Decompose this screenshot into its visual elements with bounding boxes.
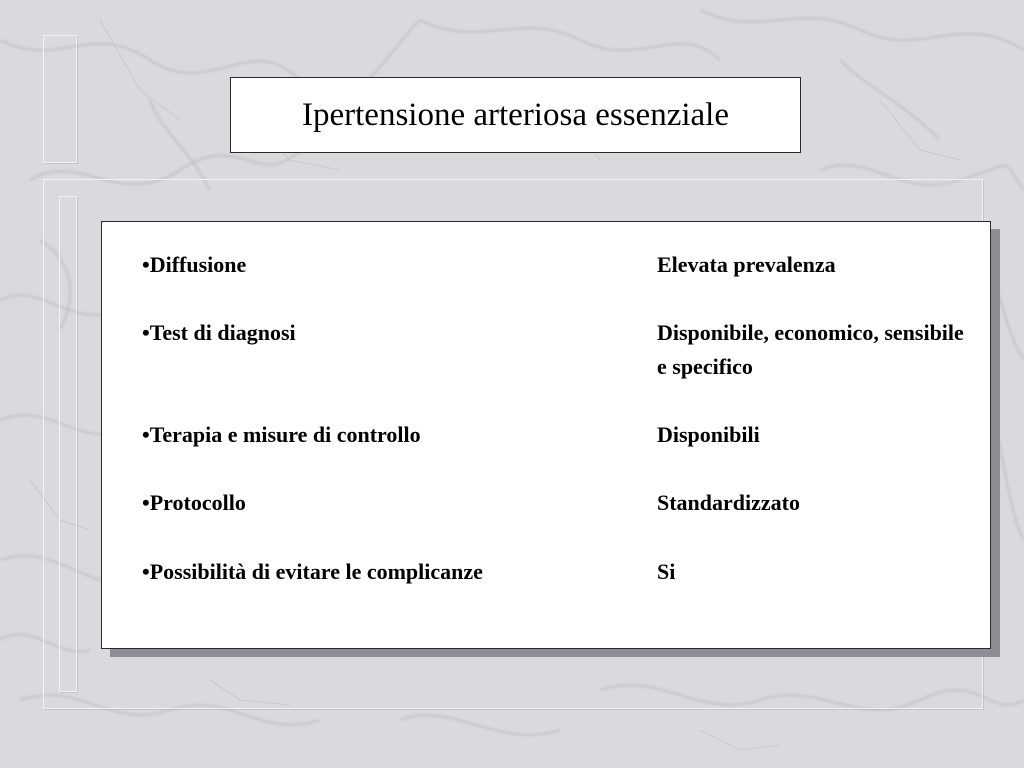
decorative-frame-left-strip (59, 196, 77, 692)
item-value: Disponibile, economico, sensibile e specifico (657, 320, 964, 379)
decorative-frame-top-left (43, 35, 77, 163)
item-value: Disponibili (657, 422, 760, 447)
title-box (230, 77, 801, 153)
slide-title: Ipertensione arteriosa essenziale (302, 96, 729, 133)
item-label: •Diffusione (142, 252, 247, 277)
item-label: •Test di diagnosi (142, 320, 296, 345)
item-value: Elevata prevalenza (657, 252, 836, 277)
item-label: •Terapia e misure di controllo (142, 422, 421, 447)
item-label: •Possibilità di evitare le complicanze (142, 559, 483, 584)
item-value: Standardizzato (657, 490, 800, 515)
item-value: Si (657, 559, 676, 584)
item-label: •Protocollo (142, 490, 246, 515)
